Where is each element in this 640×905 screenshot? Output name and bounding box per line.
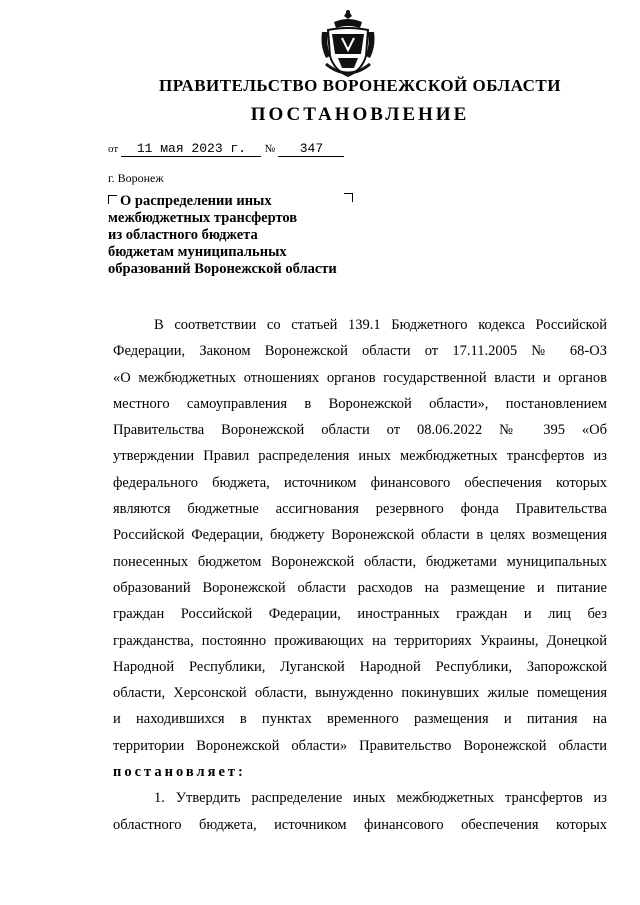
body-line: федерального бюджета, источником финансового обеспечения которых: [113, 474, 607, 491]
date-number-line: [108, 140, 344, 157]
body-line: понесенных бюджетом Воронежской области, бюджетами муниципальных: [113, 553, 607, 570]
subject-line: бюджетам муниципальных: [108, 244, 287, 260]
decree-word: постановляет:: [113, 764, 246, 781]
body-line: являются бюджетные ассигнования резервного фонда Правительства: [113, 501, 607, 518]
subject-line: межбюджетных трансфертов: [108, 210, 298, 226]
city-label: г. Воронеж: [108, 171, 164, 185]
body-line: области, Херсонской области, вынужденно покинувших жилые помещения: [113, 685, 607, 702]
body-line: местного самоуправления в Воронежской области», постановлением: [113, 395, 607, 412]
organization-title: ПРАВИТЕЛЬСТВО ВОРОНЕЖСКОЙ ОБЛАСТИ: [158, 76, 561, 95]
body-line: Федерации, Законом Воронежской области от 17.11.2005 № 68-ОЗ: [113, 343, 607, 360]
body-line: и находившихся в пунктах временного размещения и питания на: [113, 711, 607, 728]
body-line: Российской Федерации, бюджету Воронежской области в целях возмещения: [113, 527, 607, 544]
document-body: [113, 312, 607, 838]
document-subject: [108, 193, 368, 278]
coat-of-arms-emblem: [318, 8, 378, 80]
body-line: Народной Республики, Луганской Народной Республики, Запорожской: [113, 658, 607, 675]
item-line: 1. Утвердить распределение иных межбюджетных трансфертов из: [154, 790, 607, 807]
body-line: утверждении Правил распределения иных межбюджетных трансфертов из: [113, 448, 607, 465]
document-date: 11 мая 2023 г.: [121, 142, 261, 157]
body-line: гражданства, постоянно проживающих на территориях Украины, Донецкой: [113, 632, 607, 649]
number-label: №: [264, 143, 276, 155]
body-line: «О межбюджетных отношениях органов государственной власти и органов: [113, 369, 607, 386]
body-line: территории Воронежской области» Правительство Воронежской области: [113, 737, 607, 754]
body-line: Правительства Воронежской области от 08.06.2022 № 395 «Об: [113, 422, 607, 439]
date-from-label: от: [108, 143, 119, 155]
body-line: граждан Российской Федерации, иностранных граждан и лиц без: [113, 606, 607, 623]
body-line: В соответствии со статьей 139.1 Бюджетного кодекса Российской: [154, 317, 607, 333]
document-number: 347: [278, 142, 344, 157]
body-line: образований Воронежской области расходов на размещение и питание: [113, 579, 607, 596]
subject-line: образований Воронежской области: [108, 261, 337, 277]
item-line: областного бюджета, источником финансового обеспечения которых: [113, 816, 607, 833]
subject-line: из областного бюджета: [108, 227, 258, 243]
subject-line: О распределении иных: [120, 193, 272, 209]
document-type-title: ПОСТАНОВЛЕНИЕ: [250, 104, 470, 125]
